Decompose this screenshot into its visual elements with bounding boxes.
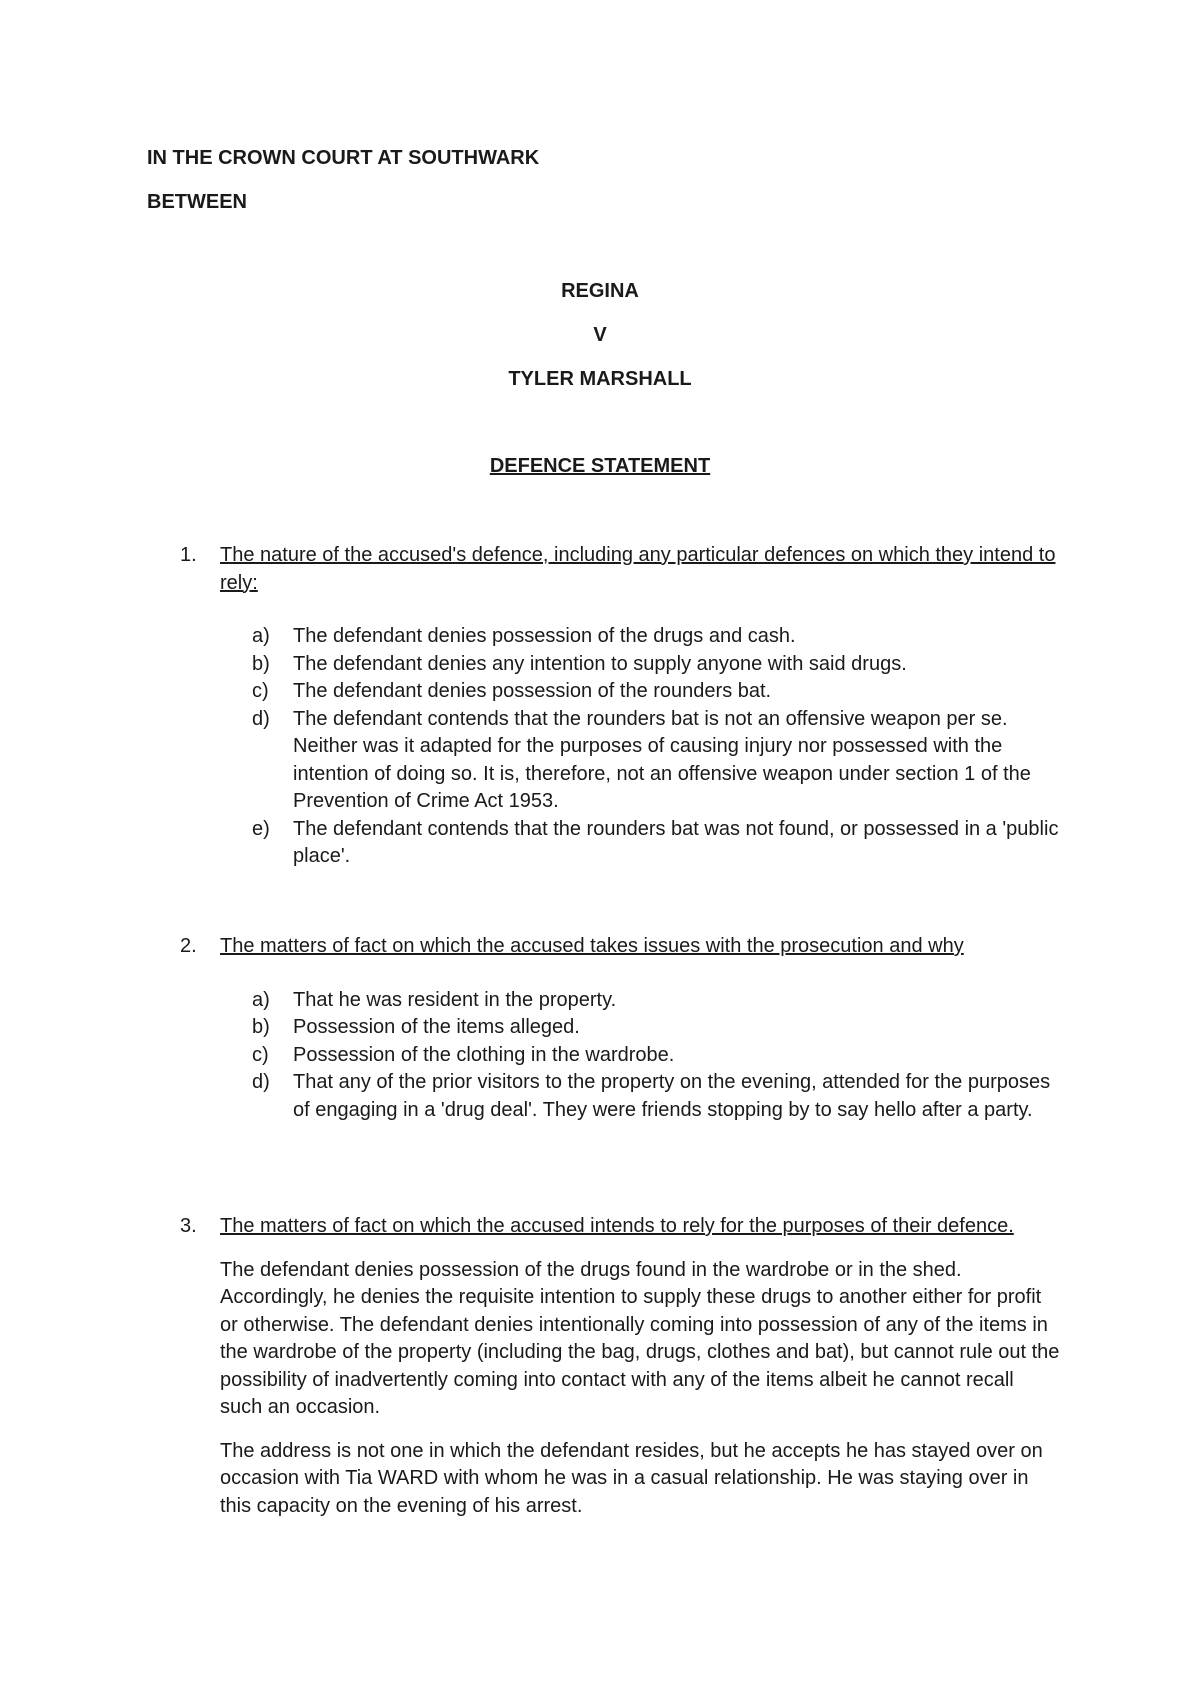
section-number: 2. (180, 935, 197, 957)
item-text: The defendant denies possession of the drugs and cash. (293, 625, 796, 647)
section-number: 1. (180, 544, 197, 566)
item-text: That he was resident in the property. (293, 988, 617, 1011)
section-heading (180, 933, 1060, 961)
item-letter: d) (252, 1071, 270, 1093)
body-paragraph: The address is not one in which the defendant resides, but he accepts he has stayed over on occasion with Tia WARD with whom he was in a casual relationship. He was staying over in this capacity on the evening of his arrest. (220, 1439, 1043, 1517)
item-letter: e) (252, 817, 270, 840)
section-heading-text: The nature of the accused's defence, including any particular defences on which they intend to rely: (220, 544, 1056, 594)
defendant-party: TYLER MARSHALL (508, 368, 692, 390)
list-item (180, 1014, 1060, 1042)
prosecution-party: REGINA (561, 280, 639, 302)
item-letter: a) (252, 988, 270, 1011)
section-2 (180, 933, 1060, 1124)
item-text: The defendant denies any intention to supply anyone with said drugs. (293, 652, 907, 675)
item-text: Possession of the clothing in the wardrobe. (293, 1043, 675, 1066)
item-list (180, 623, 1060, 871)
list-item (180, 1069, 1060, 1124)
item-letter: b) (252, 1016, 270, 1038)
section-heading (180, 1213, 1060, 1241)
list-item (180, 1042, 1060, 1070)
list-item (180, 987, 1060, 1015)
item-text: The defendant denies possession of the rounders bat. (293, 680, 772, 702)
document-title: DEFENCE STATEMENT (489, 455, 711, 477)
item-list (180, 987, 1060, 1125)
between-label: BETWEEN (147, 191, 247, 213)
list-item (180, 623, 1060, 651)
item-letter: d) (252, 707, 270, 730)
section-heading (180, 542, 1060, 597)
section-heading-text: The matters of fact on which the accused takes issues with the prosecution and why (220, 935, 964, 957)
item-text: That any of the prior visitors to the property on the evening, attended for the purposes of engaging in a 'drug deal'. They were friends stopping by to say hello after a party. (293, 1071, 1051, 1121)
item-text: Possession of the items alleged. (293, 1016, 580, 1038)
section-3 (180, 1213, 1060, 1520)
section-heading-text: The matters of fact on which the accused intends to rely for the purposes of their defence. (220, 1215, 1014, 1237)
list-item (180, 706, 1060, 816)
item-letter: c) (252, 680, 269, 702)
item-letter: a) (252, 625, 270, 647)
item-text: The defendant contends that the rounders bat was not found, or possessed in a 'public place'. (293, 817, 1059, 867)
item-letter: c) (252, 1043, 269, 1066)
court-name: IN THE CROWN COURT AT SOUTHWARK (147, 147, 540, 169)
section-number: 3. (180, 1215, 197, 1237)
section-1 (180, 542, 1060, 871)
item-text: The defendant contends that the rounders bat is not an offensive weapon per se. Neither was it adapted for the purposes of causing injury nor possessed with the intention of doing so. It is, therefore, not an offensive weapon under section 1 of the Prevention of Crime Act 1953. (293, 707, 1031, 812)
list-item (180, 678, 1060, 706)
body-paragraph: The defendant denies possession of the drugs found in the wardrobe or in the shed. Accordingly, he denies the requisite intention to supply these drugs to another either for profit or otherwise. The defendant denies intentionally coming into possession of any of the items in the wardrobe of the property (including the bag, drugs, clothes and bat), but cannot rule out the possibility of inadvertently coming into contact with any of the items albeit he cannot recall such an occasion. (220, 1258, 1060, 1418)
versus-label: V (593, 324, 607, 346)
item-letter: b) (252, 652, 270, 675)
list-item (180, 816, 1060, 871)
list-item (180, 651, 1060, 679)
